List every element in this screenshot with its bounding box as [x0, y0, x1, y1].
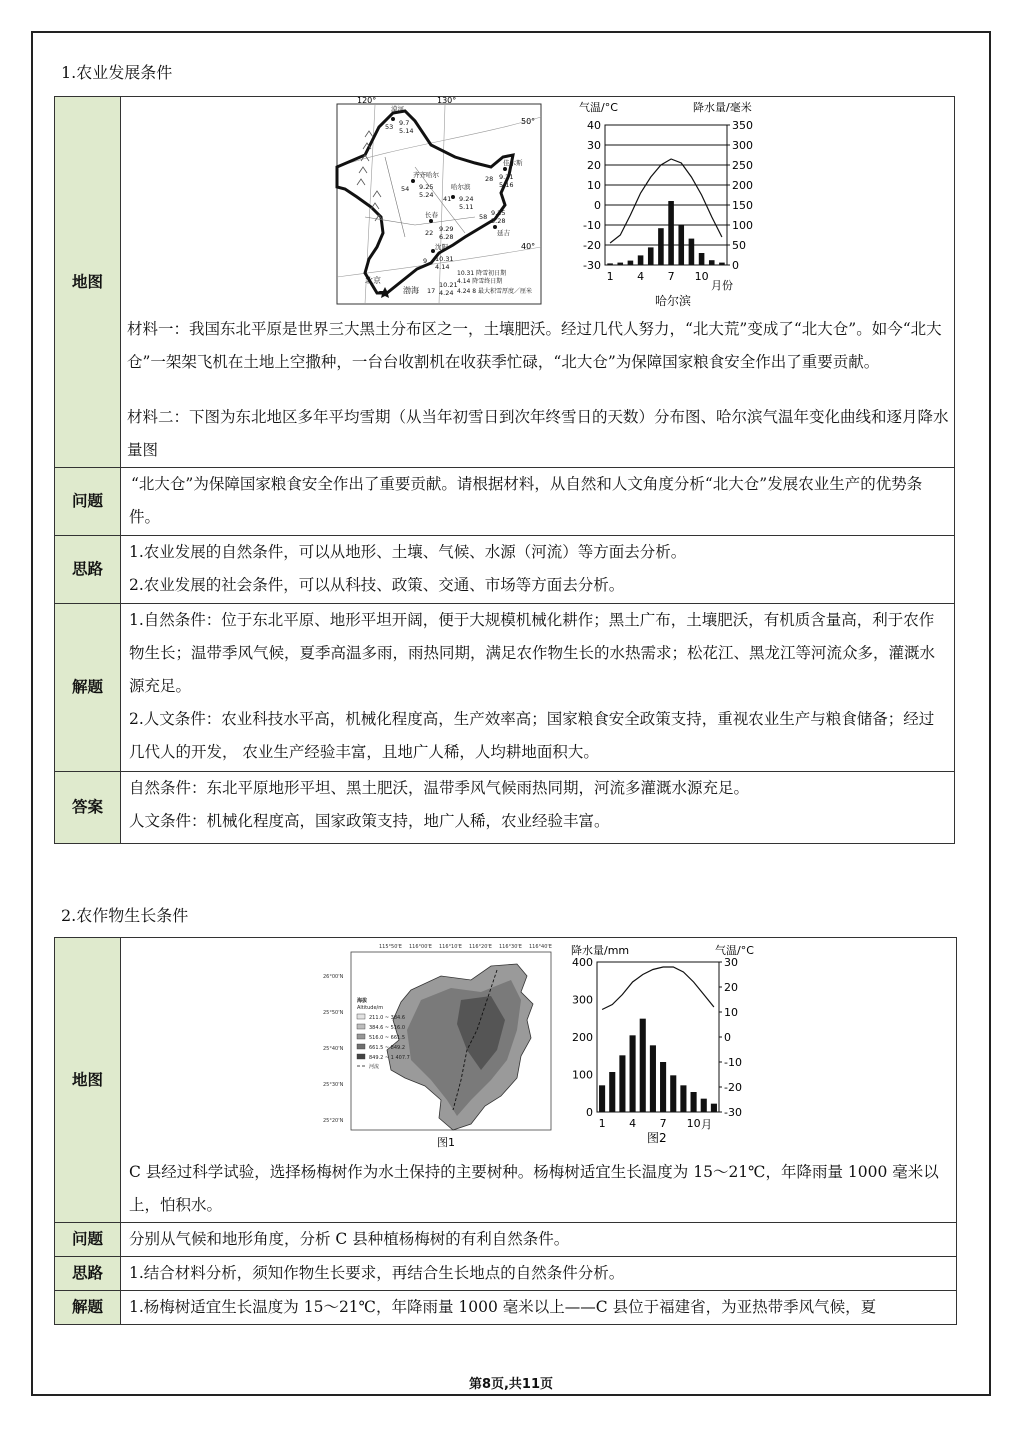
chart2-right-axis-title: 气温/°C — [715, 944, 754, 957]
lon-label-120: 120° — [357, 97, 377, 105]
section2-map-cell — [121, 938, 957, 1223]
answer-line-2: 人文条件：机械化程度高，国家政策支持，地广人稀，农业经验丰富。 — [129, 812, 610, 830]
section1-figures — [127, 97, 950, 313]
precip-bar — [658, 228, 664, 265]
chart-right-tick: 100 — [732, 219, 753, 232]
precip-bar — [660, 1062, 666, 1112]
section1-thinking-row — [55, 536, 955, 604]
precip-bar — [701, 1099, 707, 1112]
svg-text:9: 9 — [423, 257, 428, 265]
chart-right-tick: 50 — [732, 239, 746, 252]
svg-text:延吉: 延吉 — [497, 229, 510, 237]
svg-text:661.5 ~ 849.2: 661.5 ~ 849.2 — [369, 1045, 405, 1051]
chart-right-tick: 20 — [724, 981, 738, 994]
chart-x-tick: 7 — [667, 270, 675, 283]
precip-bar — [630, 1035, 636, 1112]
svg-text:5.16: 5.16 — [499, 181, 514, 189]
svg-text:4.24 8 最大积雪厚度／厘米: 4.24 8 最大积雪厚度／厘米 — [457, 288, 532, 295]
section1-table — [54, 96, 955, 844]
harbin-climate-chart — [577, 99, 787, 311]
chart-right-tick: 10 — [724, 1006, 738, 1019]
precip-bar — [678, 225, 684, 265]
temperature-curve — [610, 159, 722, 243]
svg-text:5.14: 5.14 — [399, 127, 414, 135]
svg-text:9.21: 9.21 — [499, 173, 514, 181]
section2-map-row — [55, 938, 957, 1223]
svg-text:116°20'E: 116°20'E — [469, 944, 492, 950]
svg-text:116°30'E: 116°30'E — [499, 944, 522, 950]
chart-left-tick: 20 — [587, 159, 601, 172]
svg-text:海拔: 海拔 — [357, 998, 368, 1004]
material-1: 材料一：我国东北平原是世界三大黑土分布区之一，土壤肥沃。经过几代人努力，“北大荒”变成了“北大仓”。如今“北大仓”一架架飞机在土地上空撒种，一台台收割机在收获季忙碌，“北大仓”为保障国家粮食安全作出了重要贡献。 — [127, 320, 942, 371]
page-footer: 第8页,共11页 — [468, 1377, 554, 1392]
section1-solution-row — [55, 604, 955, 772]
svg-text:9.7: 9.7 — [399, 119, 410, 127]
chart-left-tick: 100 — [572, 1068, 593, 1082]
precip-bar — [628, 261, 634, 265]
figure2-caption: 图2 — [647, 1131, 667, 1145]
chart1-x-label: 月份 — [711, 279, 733, 292]
precip-bar — [699, 253, 705, 265]
svg-text:沈阳: 沈阳 — [435, 243, 448, 251]
terrain-map — [321, 940, 561, 1154]
chart-left-tick: 300 — [572, 993, 593, 1007]
svg-text:5.24: 5.24 — [419, 191, 434, 199]
precip-bar — [648, 247, 654, 265]
chart-right-tick: 0 — [724, 1031, 731, 1044]
svg-text:9.24: 9.24 — [459, 195, 474, 203]
chart-left-tick: 200 — [572, 1031, 593, 1044]
thinking-line-2: 2.农业发展的社会条件，可以从科技、政策、交通、市场等方面去分析。 — [129, 576, 625, 594]
chart-right-tick: -20 — [724, 1081, 742, 1094]
chart-plot-frame — [605, 125, 727, 265]
svg-text:北京: 北京 — [365, 276, 381, 285]
chart-right-tick: 0 — [732, 259, 739, 272]
svg-text:116°10'E: 116°10'E — [439, 944, 462, 950]
svg-text:22: 22 — [425, 229, 434, 237]
section2-material: C 县经过科学试验，选择杨梅树作为水土保持的主要树种。杨梅树适宜生长温度为 15～21℃，年降雨量 1000 毫米以上，怕积水。 — [129, 1163, 939, 1214]
section2-figures — [129, 938, 952, 1156]
chart-right-tick: 300 — [732, 139, 753, 152]
chart-left-tick: 40 — [587, 119, 601, 132]
svg-text:211.0 ~ 384.6: 211.0 ~ 384.6 — [369, 1015, 405, 1021]
chart-right-tick: 250 — [732, 159, 753, 172]
chart-x-tick: 4 — [629, 1117, 637, 1130]
precip-bar — [668, 201, 674, 265]
precip-bar — [680, 1085, 686, 1112]
precip-bar — [609, 1072, 615, 1112]
svg-text:9.25: 9.25 — [491, 209, 506, 217]
chart-left-tick: 10 — [587, 179, 601, 192]
svg-text:4.14: 4.14 — [435, 263, 450, 271]
svg-text:25°20'N: 25°20'N — [323, 1118, 344, 1124]
chart-right-tick: 150 — [732, 199, 753, 212]
svg-text:10.31: 10.31 — [435, 255, 454, 263]
temperature-curve — [602, 967, 714, 1010]
section2-title: 2.农作物生长条件 — [61, 906, 189, 925]
chart-x-tick: 10 — [686, 1117, 701, 1130]
label-solution-2: 解题 — [55, 1291, 121, 1325]
svg-text:6.28: 6.28 — [439, 233, 454, 241]
svg-text:54: 54 — [401, 185, 410, 193]
svg-text:5.28: 5.28 — [491, 217, 506, 225]
svg-text:17: 17 — [427, 287, 436, 295]
svg-text:58: 58 — [479, 213, 488, 221]
solution-part-2: 2.人文条件：农业科技水平高，机械化程度高，生产效率高；国家粮食安全政策支持，重视农业生产与粮食储备；经过几代人的开发， 农业生产经验丰富，且地广人稀，人均耕地面积大。 — [129, 710, 935, 761]
lat-label-50: 50° — [521, 117, 536, 126]
precip-bar — [689, 239, 695, 265]
label-map: 地图 — [55, 97, 121, 468]
label-map-2: 地图 — [55, 938, 121, 1223]
section2-thinking: 1.结合材料分析，须知作物生长要求，再结合生长地点的自然条件分析。 — [129, 1264, 625, 1282]
svg-text:Altitude/m: Altitude/m — [357, 1005, 384, 1011]
svg-text:849.2 ~ 1 407.7: 849.2 ~ 1 407.7 — [369, 1055, 410, 1061]
solution-part-1: 1.自然条件：位于东北平原、地形平坦开阔，便于大规模机械化耕作；黑土广布，土壤肥沃，有机质含量高，利于农作物生长；温带季风气候，夏季高温多雨，雨热同期，满足农作物生长的水热需求；松花江、黑龙江等河流众多，灌溉水源充足。 — [129, 611, 936, 695]
precip-bar — [709, 260, 715, 265]
section2-table — [54, 937, 957, 1325]
svg-text:漠河: 漠河 — [391, 105, 404, 113]
section2-solution: 1.杨梅树适宜生长温度为 15～21℃，年降雨量 1000 毫米以上——C 县位于福建省，为亚热带季风气候，夏 — [129, 1298, 877, 1316]
section2-solution-row — [55, 1291, 957, 1325]
chart-right-tick: 350 — [732, 119, 753, 132]
precip-bar — [650, 1045, 656, 1112]
precip-bar — [638, 255, 644, 265]
thinking-line-1: 1.农业发展的自然条件，可以从地形、土壤、气候、水源（河流）等方面去分析。 — [129, 543, 687, 561]
svg-text:长春: 长春 — [425, 211, 438, 219]
svg-text:26°00'N: 26°00'N — [323, 974, 344, 980]
label-solution: 解题 — [55, 604, 121, 772]
material-2: 材料二：下图为东北地区多年平均雪期（从当年初雪日到次年终雪日的天数）分布图、哈尔滨气温年变化曲线和逐月降水量图 — [127, 408, 949, 459]
chart-left-tick: -10 — [583, 219, 601, 232]
precip-bar — [691, 1092, 697, 1112]
precip-bar — [670, 1075, 676, 1112]
svg-text:115°50'E: 115°50'E — [379, 944, 402, 950]
label-question: 问题 — [55, 468, 121, 536]
chart-right-tick: 200 — [732, 179, 753, 192]
chart-right-tick: -30 — [724, 1106, 742, 1119]
section1-map-cell — [121, 97, 955, 468]
section1-question-row — [55, 468, 955, 536]
precip-bar — [619, 1055, 625, 1112]
svg-text:116°40'E: 116°40'E — [529, 944, 552, 950]
label-answer: 答案 — [55, 772, 121, 844]
chart-x-tick: 1 — [606, 270, 614, 283]
precip-bar — [711, 1104, 717, 1112]
chart-left-tick: -20 — [583, 239, 601, 252]
chart-left-tick: 0 — [594, 199, 601, 212]
section1-title: 1.农业发展条件 — [61, 63, 173, 82]
chart1-right-axis-title: 降水量/毫米 — [693, 101, 752, 114]
svg-text:25°40'N: 25°40'N — [323, 1046, 344, 1052]
chart2-x-label: 月 — [701, 1118, 712, 1131]
svg-text:佳木斯: 佳木斯 — [503, 159, 523, 167]
svg-text:哈尔滨: 哈尔滨 — [451, 183, 471, 191]
svg-text:河流: 河流 — [369, 1064, 380, 1070]
figure1-caption: 图1 — [437, 1136, 455, 1149]
svg-text:9.29: 9.29 — [439, 225, 454, 233]
label-question-2: 问题 — [55, 1223, 121, 1257]
label-thinking-2: 思路 — [55, 1257, 121, 1291]
svg-text:4.24: 4.24 — [439, 289, 454, 297]
section1-map-row — [55, 97, 955, 468]
snow-period-map — [335, 97, 545, 307]
svg-text:516.0 ~ 661.5: 516.0 ~ 661.5 — [369, 1035, 405, 1041]
svg-text:25°30'N: 25°30'N — [323, 1082, 344, 1088]
svg-text:116°00'E: 116°00'E — [409, 944, 432, 950]
precip-bar — [640, 1019, 646, 1112]
chart-x-tick: 1 — [598, 1117, 606, 1130]
chart2-left-axis-title: 降水量/mm — [571, 944, 630, 957]
chart1-left-axis-title: 气温/°C — [579, 101, 618, 114]
svg-text:384.6 ~ 516.0: 384.6 ~ 516.0 — [369, 1025, 405, 1031]
svg-text:齐齐哈尔: 齐齐哈尔 — [413, 171, 439, 179]
lon-label-130: 130° — [437, 97, 457, 105]
lat-label-40: 40° — [521, 242, 536, 251]
chart-left-tick: 30 — [587, 139, 601, 152]
precip-bar — [607, 263, 613, 265]
question-text: “北大仓”为保障国家粮食安全作出了重要贡献。请根据材料，从自然和人文角度分析“北大仓”发展农业生产的优势条件。 — [129, 475, 923, 526]
section1-answer-row — [55, 772, 955, 844]
svg-text:10.21: 10.21 — [439, 281, 458, 289]
chart-left-tick: 400 — [572, 956, 593, 969]
section2-question: 分别从气候和地形角度，分析 C 县种植杨梅树的有利自然条件。 — [129, 1230, 570, 1248]
chart-right-tick: 30 — [724, 956, 738, 969]
chart-right-tick: -10 — [724, 1056, 742, 1069]
section2-question-row — [55, 1223, 957, 1257]
label-thinking: 思路 — [55, 536, 121, 604]
svg-text:28: 28 — [485, 175, 494, 183]
chart1-title: 哈尔滨 — [655, 294, 692, 308]
svg-text:10.31 降雪初日期: 10.31 降雪初日期 — [457, 270, 507, 277]
svg-text:9.25: 9.25 — [419, 183, 434, 191]
chart-x-tick: 7 — [659, 1117, 667, 1130]
answer-line-1: 自然条件：东北平原地形平坦、黑土肥沃，温带季风气候雨热同期，河流多灌溉水源充足。 — [129, 779, 750, 797]
svg-text:渤海: 渤海 — [403, 286, 419, 295]
svg-text:4.14 降雪终日期: 4.14 降雪终日期 — [457, 278, 503, 285]
svg-text:5.11: 5.11 — [459, 203, 474, 211]
svg-text:25°50'N: 25°50'N — [323, 1010, 344, 1016]
section2-thinking-row — [55, 1257, 957, 1291]
svg-text:53: 53 — [385, 123, 394, 131]
precip-bar — [719, 263, 725, 265]
precip-bar — [599, 1085, 605, 1112]
svg-text:41: 41 — [443, 195, 452, 203]
chart-left-tick: 0 — [586, 1106, 593, 1119]
chart-left-tick: -30 — [583, 259, 601, 272]
chart-x-tick: 10 — [694, 270, 709, 283]
county-climate-chart — [569, 942, 769, 1154]
precip-bar — [617, 263, 623, 265]
chart-x-tick: 4 — [637, 270, 645, 283]
